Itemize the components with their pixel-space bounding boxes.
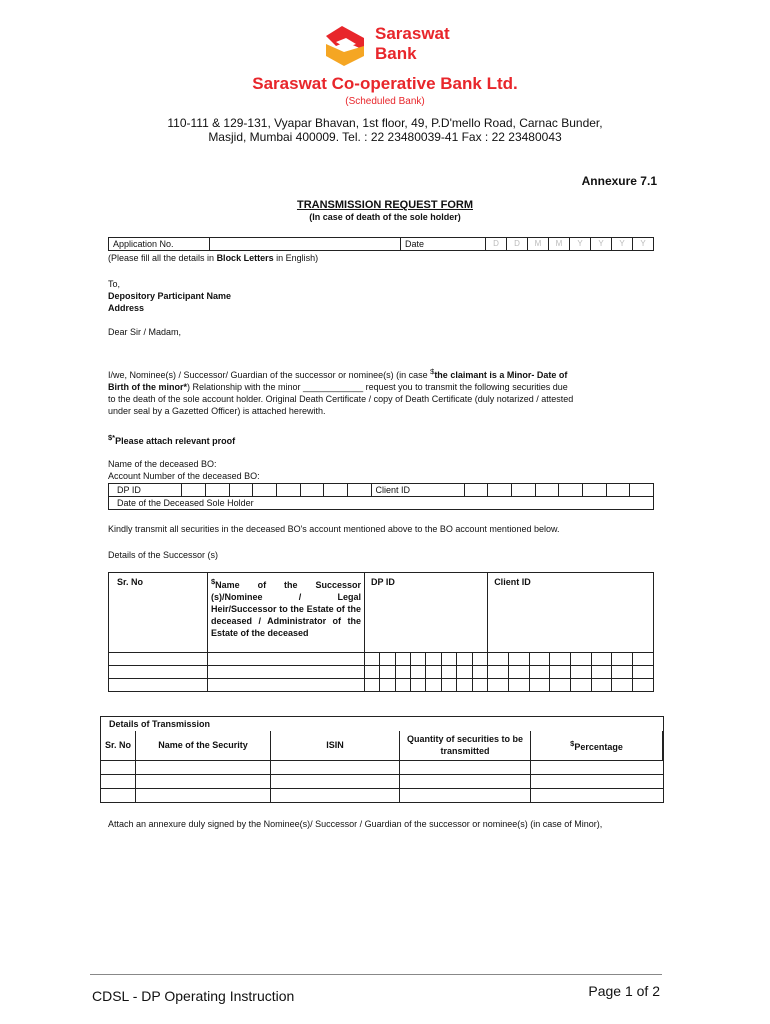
percentage-header: $Percentage [531,731,664,761]
transmit-note: Kindly transmit all securities in the deceased BO's account mentioned above to the BO account mentioned below. [108,524,560,534]
client-id-header: Client ID [488,573,654,653]
successor-heading: Details of the Successor (s) [108,550,219,560]
digit-box[interactable] [324,484,348,497]
digit-box[interactable] [464,484,488,497]
table-row[interactable] [101,761,664,775]
footer-divider [90,974,662,975]
form-subtitle: (In case of death of the sole holder) [309,212,461,222]
annexure-note: Attach an annexure duly signed by the Nominee(s)/ Successor / Guardian of the successor or nominee(s) (in case of Minor), [108,819,603,829]
digit-box[interactable] [253,484,277,497]
form-title: TRANSMISSION REQUEST FORM [296,199,473,211]
security-header: Name of the Security [136,731,271,761]
date-box[interactable]: M [528,238,549,251]
dp-id-header: DP ID [365,573,488,653]
date-box[interactable]: D [486,238,507,251]
scheduled-bank-note: (Scheduled Bank) [345,96,425,107]
digit-box[interactable] [630,484,654,497]
digit-box[interactable] [229,484,253,497]
digit-box[interactable] [535,484,559,497]
date-box[interactable]: D [507,238,528,251]
salutation: Dear Sir / Madam, [108,327,182,337]
application-row [108,237,654,251]
deceased-account-table [108,483,654,510]
saraswat-bank-logo-icon [322,22,368,68]
digit-box[interactable] [512,484,536,497]
transmission-caption: Details of Transmission [101,717,664,731]
brand-wordmark: Saraswat Bank [375,24,450,63]
quantity-header: Quantity of securities to be transmitted [400,731,531,761]
sr-no-header: Sr. No [109,573,208,653]
successor-name-header: $Name of the Successor (s)/Nominee / Legal Heir/Successor to the Estate of the deceased / Administrator of the Estate of the deceased [208,573,365,653]
digit-box[interactable] [206,484,230,497]
digit-box[interactable] [559,484,583,497]
page-number: Page 1 of 2 [588,983,660,999]
footer-left: CDSL - DP Operating Instruction [92,988,295,1004]
table-row[interactable] [101,789,664,803]
table-row[interactable] [109,679,654,692]
bank-name: Saraswat Co-operative Bank Ltd. [252,74,518,93]
table-row[interactable] [109,666,654,679]
digit-box[interactable] [347,484,371,497]
bank-address: 110-111 & 129-131, Vyapar Bhavan, 1st floor, 49, P.D'mello Road, Carnac Bunder, Masjid, Mumbai 400009. Tel. : 22 23480039-41 Fax : 22 23480043 [167,116,603,144]
date-box[interactable]: Y [591,238,612,251]
dp-id-label: DP ID [109,484,182,497]
successor-table [108,572,654,692]
digit-box[interactable] [300,484,324,497]
client-id-label: Client ID [371,484,464,497]
sr-no-header: Sr. No [101,731,136,761]
deceased-dob-row[interactable]: Date of the Deceased Sole Holder [109,497,654,510]
proof-note: $*Please attach relevant proof [108,433,236,446]
application-no-label: Application No. [109,238,210,251]
date-box[interactable]: Y [612,238,633,251]
block-letters-note: (Please fill all the details in Block Letters in English) [108,253,319,263]
transmission-table [100,716,664,803]
date-box[interactable]: M [549,238,570,251]
date-label: Date [401,238,486,251]
digit-box[interactable] [606,484,630,497]
annexure-label: Annexure 7.1 [581,174,657,188]
digit-box[interactable] [583,484,607,497]
digit-box[interactable] [182,484,206,497]
digit-box[interactable] [276,484,300,497]
table-row[interactable] [109,653,654,666]
to-block: To, Depository Participant Name Address [108,279,232,313]
isin-header: ISIN [271,731,400,761]
deceased-name-label: Name of the deceased BO: [108,459,217,469]
deceased-account-label: Account Number of the deceased BO: [108,471,260,481]
date-box[interactable]: Y [633,238,654,251]
application-no-field[interactable] [210,238,401,251]
request-paragraph: I/we, Nominee(s) / Successor/ Guardian of the successor or nominee(s) (in case $the claimant is a Minor- Date of Birth of the minor*) Relationship with the minor ____________ request you to transmit the following securities due to the death of the sole account holder. Original Death Certificate / copy of Death Certificate (duly notarized / attested under seal by a Gazetted Officer) is attached herewith. [108,367,574,416]
table-row[interactable] [101,775,664,789]
date-box[interactable]: Y [570,238,591,251]
digit-box[interactable] [488,484,512,497]
